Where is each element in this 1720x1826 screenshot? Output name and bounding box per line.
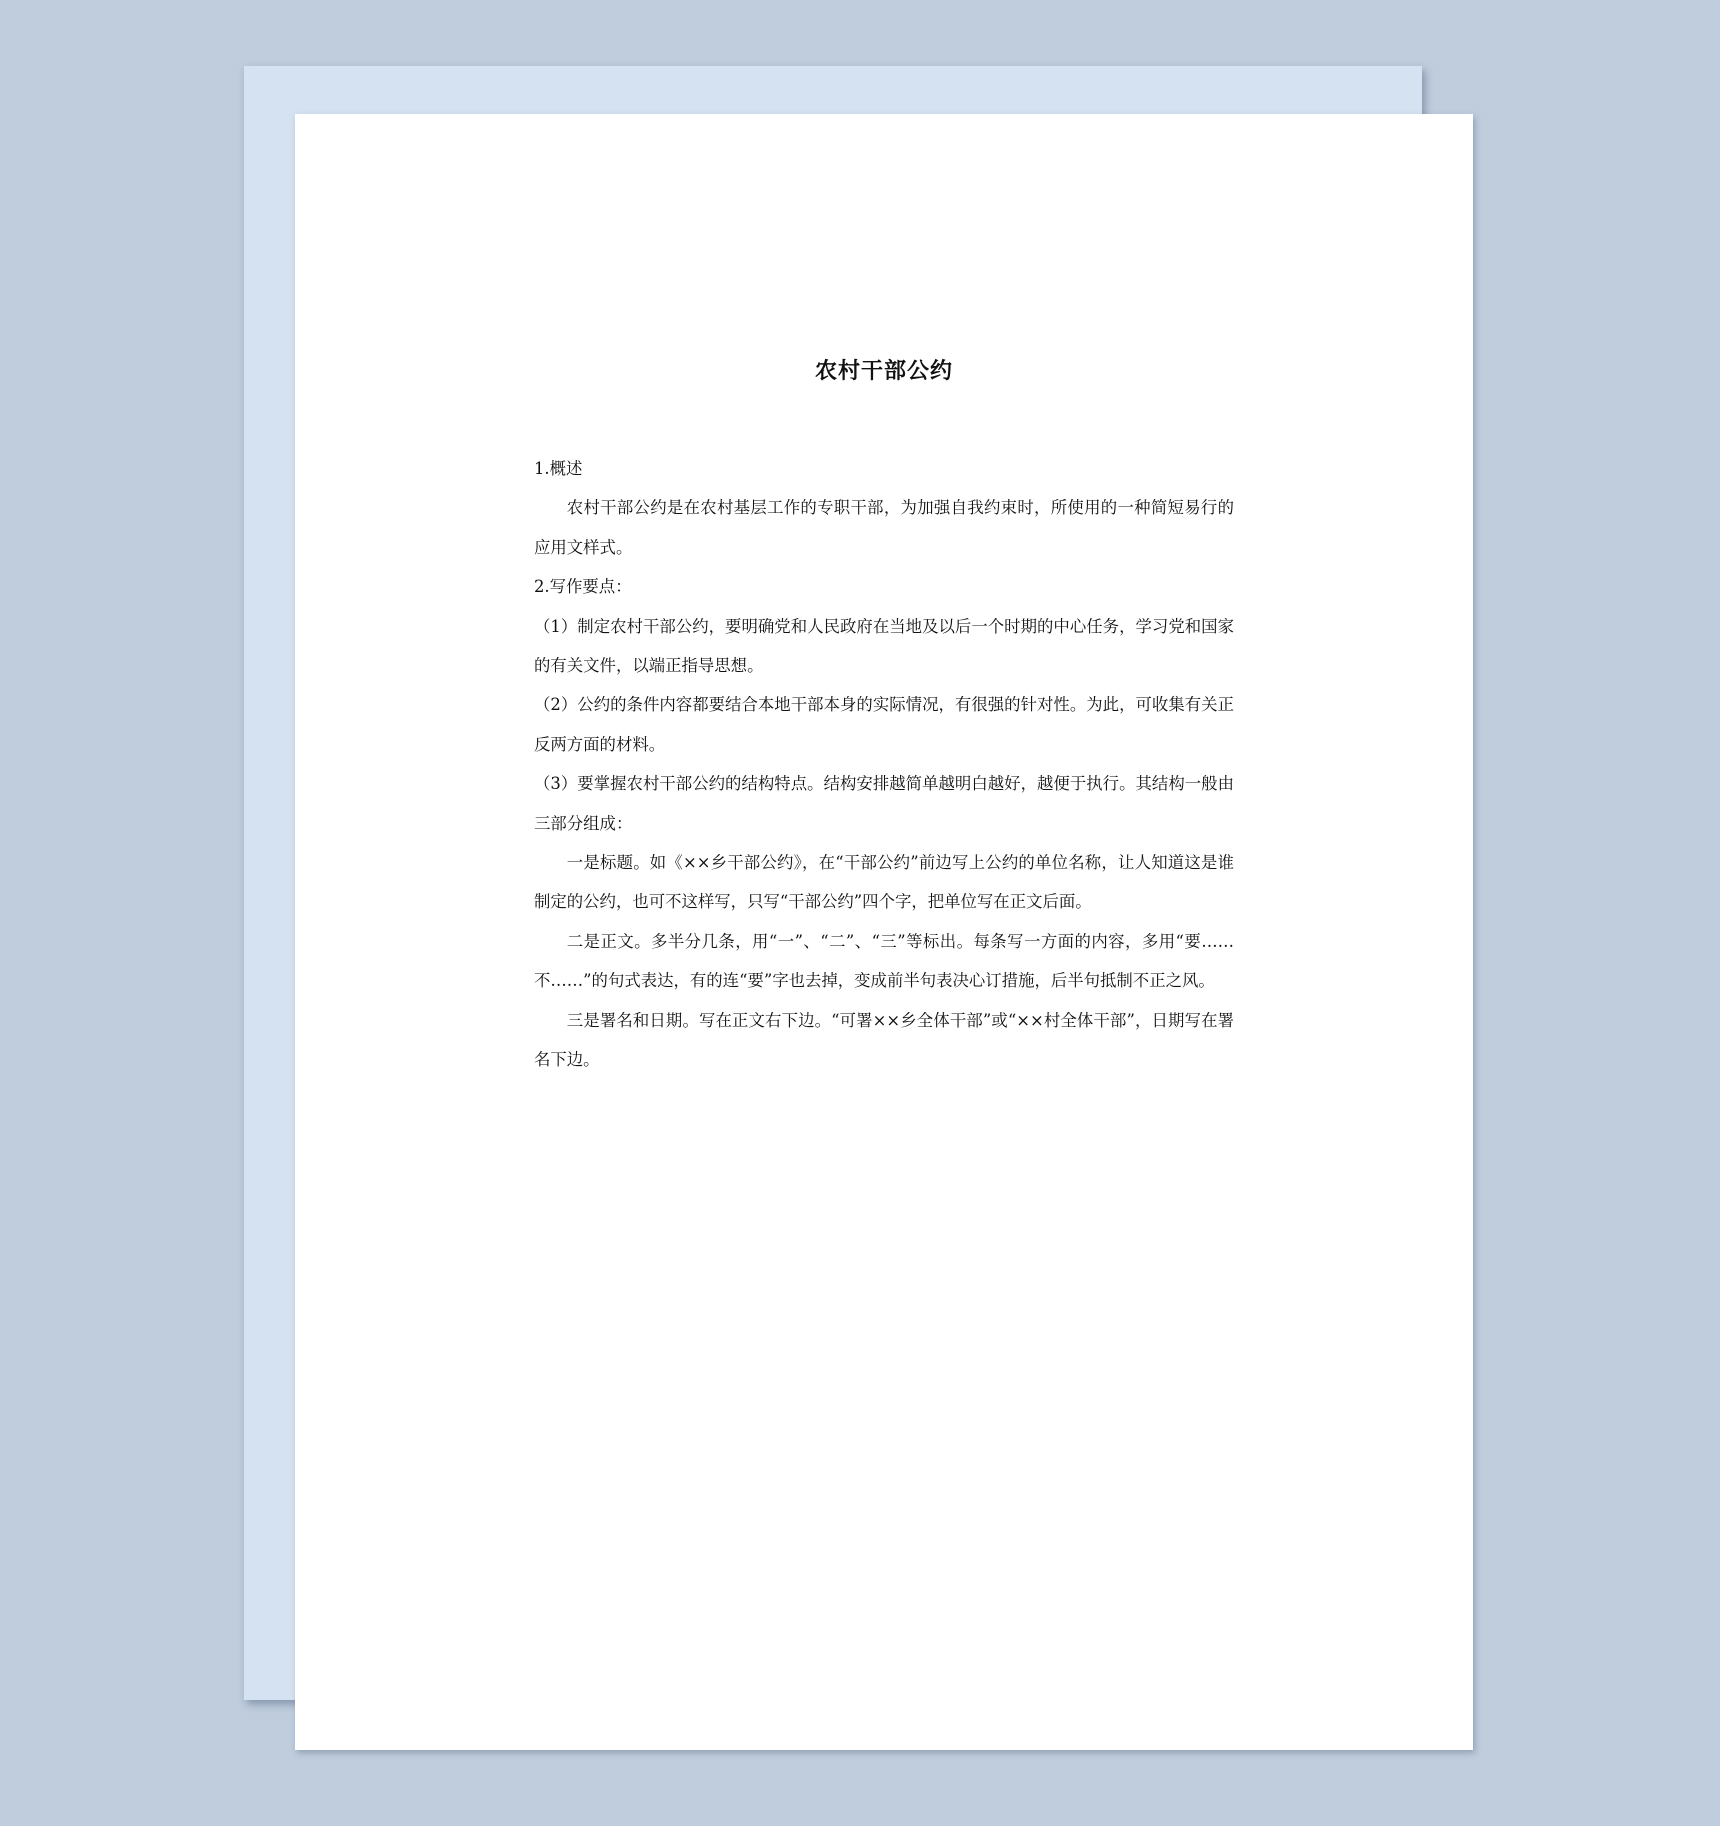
document-body	[534, 449, 1234, 1080]
section-heading-overview: 1.概述	[534, 459, 583, 478]
document-title: 农村干部公约	[814, 358, 953, 384]
document-page	[295, 114, 1473, 1750]
structure-part-body: 二是正文。多半分几条，用“一”、“二”、“三”等标出。每条写一方面的内容，多用“要……不……”的句式表达，有的连“要”字也去掉，变成前半句表决心订措施，后半句抵制不正之风。	[534, 931, 1234, 991]
writing-point-3: （3）要掌握农村干部公约的结构特点。结构安排越简单越明白越好，越便于执行。其结构一般由三部分组成：	[534, 774, 1234, 833]
section-heading-writing-points: 2.写作要点：	[534, 577, 632, 597]
writing-point-1: （1）制定农村干部公约，要明确党和人民政府在当地及以后一个时期的中心任务，学习党和国家的有关文件，以端正指导思想。	[534, 616, 1234, 676]
overview-paragraph: 农村干部公约是在农村基层工作的专职干部，为加强自我约束时，所使用的一种简短易行的应用文样式。	[534, 498, 1234, 557]
structure-part-signature: 三是署名和日期。写在正文右下边。“可署××乡全体干部”或“××村全体干部”，日期写在署名下边。	[534, 1010, 1234, 1070]
writing-point-2: （2）公约的条件内容都要结合本地干部本身的实际情况，有很强的针对性。为此，可收集有关正反两方面的材料。	[534, 695, 1234, 754]
structure-part-title: 一是标题。如《××乡干部公约》，在“干部公约”前边写上公约的单位名称，让人知道这是谁制定的公约，也可不这样写，只写“干部公约”四个字，把单位写在正文后面。	[534, 853, 1234, 912]
